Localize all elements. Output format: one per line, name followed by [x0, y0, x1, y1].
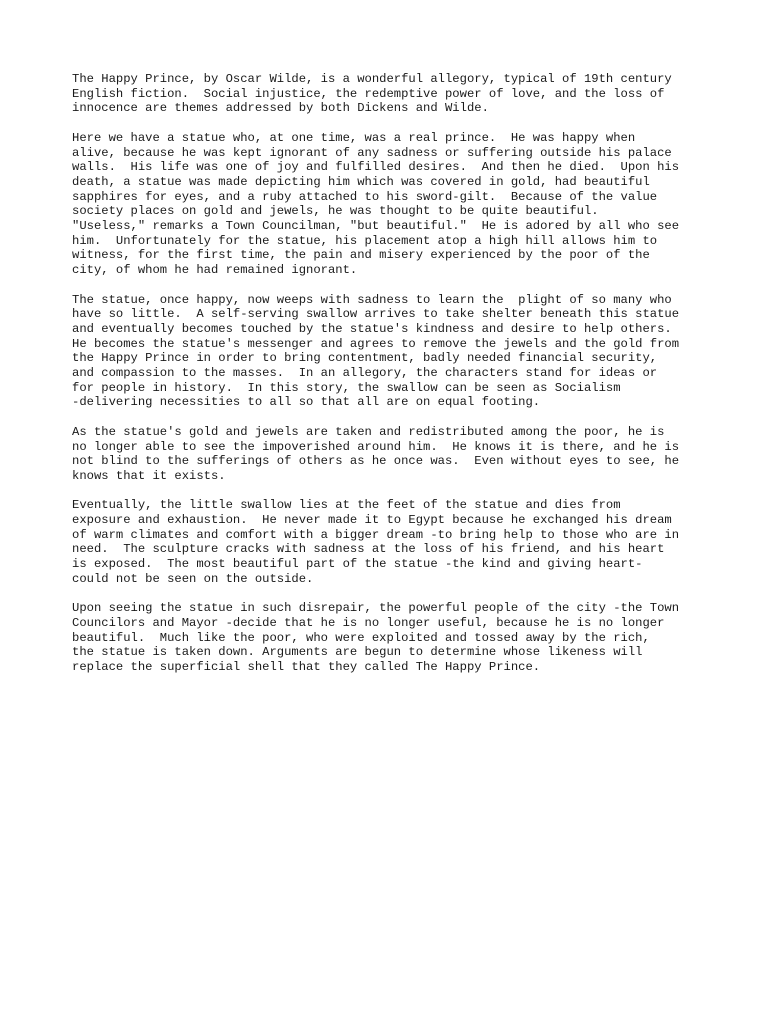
text-line: beautiful. Much like the poor, who were exploited and tossed away by the rich, — [72, 630, 650, 645]
text-line: death, a statue was made depicting him which was covered in gold, had beautiful — [72, 174, 650, 189]
text-line: "Useless," remarks a Town Councilman, "but beautiful." He is adored by all who see — [72, 219, 680, 234]
paragraph — [72, 425, 712, 484]
text-line: the statue is taken down. Arguments are begun to determine whose likeness will — [72, 645, 643, 660]
text-line: Eventually, the little swallow lies at the feet of the statue and dies from — [72, 498, 621, 513]
text-line: The statue, once happy, now weeps with sadness to learn the plight of so many who — [72, 292, 672, 307]
paragraph — [72, 72, 712, 116]
text-line: innocence are themes addressed by both Dickens and Wilde. — [72, 101, 489, 116]
text-line: could not be seen on the outside. — [72, 571, 314, 586]
text-line: As the statue's gold and jewels are taken and redistributed among the poor, he is — [72, 424, 665, 439]
text-line: and compassion to the masses. In an allegory, the characters stand for ideas or — [72, 366, 658, 381]
text-line: of warm climates and comfort with a bigger dream -to bring help to those who are in — [72, 527, 680, 542]
text-line: replace the superficial shell that they called The Happy Prince. — [72, 660, 541, 675]
text-line: exposure and exhaustion. He never made it to Egypt because he exchanged his dream — [72, 513, 672, 528]
text-line: need. The sculpture cracks with sadness at the loss of his friend, and his heart — [72, 542, 665, 557]
text-line: the Happy Prince in order to bring contentment, badly needed financial security, — [72, 351, 658, 366]
text-line: is exposed. The most beautiful part of the statue -the kind and giving heart- — [72, 557, 643, 572]
document-page — [72, 72, 712, 689]
text-line: city, of whom he had remained ignorant. — [72, 263, 358, 278]
text-line: alive, because he was kept ignorant of any sadness or suffering outside his palace — [72, 145, 672, 160]
text-line: sapphires for eyes, and a ruby attached to his sword-gilt. Because of the value — [72, 189, 658, 204]
paragraph — [72, 498, 712, 586]
text-line: not blind to the sufferings of others as he once was. Even without eyes to see, he — [72, 454, 680, 469]
text-line: have so little. A self-serving swallow arrives to take shelter beneath this statue — [72, 307, 680, 322]
text-line: The Happy Prince, by Oscar Wilde, is a wonderful allegory, typical of 19th century — [72, 72, 672, 86]
paragraph — [72, 293, 712, 411]
paragraph — [72, 601, 712, 675]
text-line: He becomes the statue's messenger and agrees to remove the jewels and the gold from — [72, 336, 680, 351]
text-line: Here we have a statue who, at one time, was a real prince. He was happy when — [72, 130, 636, 145]
text-line: walls. His life was one of joy and fulfilled desires. And then he died. Upon his — [72, 160, 680, 175]
text-line: witness, for the first time, the pain and misery experienced by the poor of the — [72, 248, 650, 263]
text-line: no longer able to see the impoverished around him. He knows it is there, and he is — [72, 439, 680, 454]
text-line: him. Unfortunately for the statue, his placement atop a high hill allows him to — [72, 233, 658, 248]
text-line: and eventually becomes touched by the statue's kindness and desire to help others. — [72, 321, 672, 336]
text-line: knows that it exists. — [72, 468, 226, 483]
text-line: Upon seeing the statue in such disrepair, the powerful people of the city -the Town — [72, 601, 680, 616]
text-line: -delivering necessities to all so that all are on equal footing. — [72, 395, 541, 410]
text-line: Councilors and Mayor -decide that he is no longer useful, because he is no longer — [72, 615, 665, 630]
text-line: society places on gold and jewels, he was thought to be quite beautiful. — [72, 204, 599, 219]
text-line: English fiction. Social injustice, the redemptive power of love, and the loss of — [72, 86, 665, 101]
paragraph — [72, 131, 712, 278]
text-line: for people in history. In this story, the swallow can be seen as Socialism — [72, 380, 621, 395]
